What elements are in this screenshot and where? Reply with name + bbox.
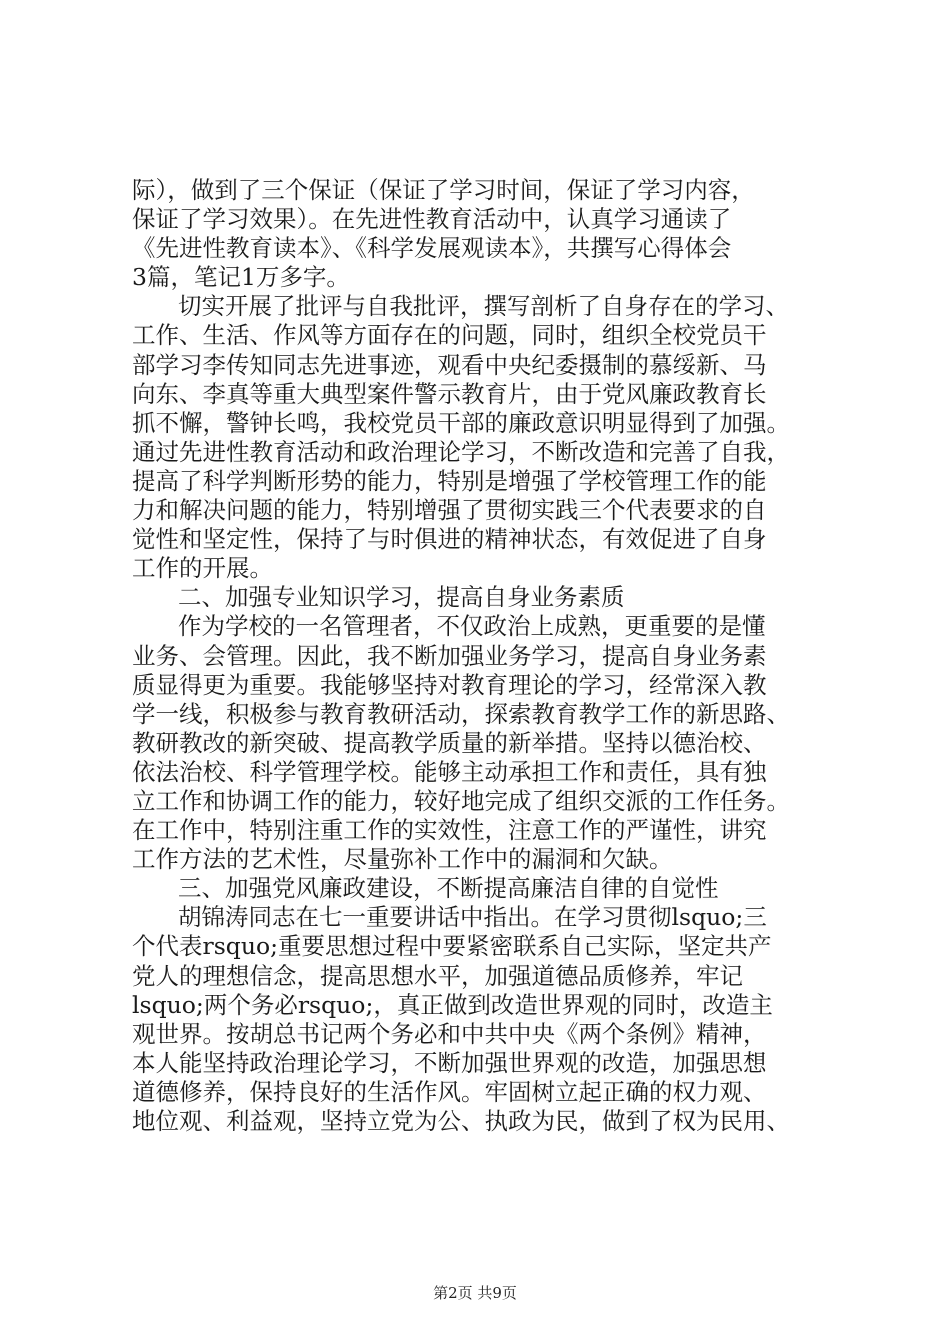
paragraph-start-line: 胡锦涛同志在七一重要讲话中指出。在学习贯彻lsquo;三 <box>178 903 767 932</box>
text-line: 质显得更为重要。我能够坚持对教育理论的学习，经常深入教 <box>132 670 767 699</box>
section-heading: 三、加强党风廉政建设，不断提高廉洁自律的自觉性 <box>178 874 719 903</box>
text-line: lsquo;两个务必rsquo;，真正做到改造世界观的同时，改造主 <box>132 990 773 1019</box>
text-line: 保证了学习效果）。在先进性教育活动中，认真学习通读了 <box>132 205 732 234</box>
page-number-footer: 第2页 共9页 <box>433 1284 517 1302</box>
text-line: 工作的开展。 <box>132 554 273 583</box>
text-line: 通过先进性教育活动和政治理论学习，不断改造和完善了自我， <box>132 437 790 466</box>
section-heading: 二、加强专业知识学习，提高自身业务素质 <box>178 583 625 612</box>
text-line: 抓不懈，警钟长鸣，我校党员干部的廉政意识明显得到了加强。 <box>132 408 790 437</box>
text-line: 工作、生活、作风等方面存在的问题，同时，组织全校党员干 <box>132 321 767 350</box>
text-line: 提高了科学判断形势的能力，特别是增强了学校管理工作的能 <box>132 466 767 495</box>
text-line: 党人的理想信念，提高思想水平，加强道德品质修养，牢记 <box>132 961 743 990</box>
text-line: 依法治校、科学管理学校。能够主动承担工作和责任，具有独 <box>132 757 767 786</box>
text-line: 立工作和协调工作的能力，较好地完成了组织交派的工作任务。 <box>132 786 790 815</box>
text-line: 力和解决问题的能力，特别增强了贯彻实践三个代表要求的自 <box>132 496 767 525</box>
paragraph-start-line: 作为学校的一名管理者，不仅政治上成熟，更重要的是懂 <box>178 612 766 641</box>
text-line: 向东、李真等重大典型案件警示教育片，由于党风廉政教育长 <box>132 379 767 408</box>
text-line: 觉性和坚定性，保持了与时俱进的精神状态，有效促进了自身 <box>132 525 767 554</box>
paragraph-start-line: 切实开展了批评与自我批评，撰写剖析了自身存在的学习、 <box>178 292 789 321</box>
text-line: 地位观、利益观，坚持立党为公、执政为民，做到了权为民用、 <box>132 1107 790 1135</box>
text-line: 3篇，笔记1万多字。 <box>132 263 350 292</box>
text-line: 学一线，积极参与教育教研活动，探索教育教学工作的新思路、 <box>132 699 790 728</box>
text-line: 际），做到了三个保证（保证了学习时间，保证了学习内容， <box>132 176 755 204</box>
document-body <box>132 176 832 1136</box>
text-line: 《先进性教育读本》、《科学发展观读本》，共撰写心得体会 <box>132 234 732 263</box>
text-line: 业务、会管理。因此，我不断加强业务学习，提高自身业务素 <box>132 641 767 670</box>
text-line: 在工作中，特别注重工作的实效性，注意工作的严谨性，讲究 <box>132 816 767 845</box>
text-line: 工作方法的艺术性，尽量弥补工作中的漏洞和欠缺。 <box>132 845 673 874</box>
text-line: 本人能坚持政治理论学习，不断加强世界观的改造，加强思想 <box>132 1048 767 1077</box>
text-line: 个代表rsquo;重要思想过程中要紧密联系自己实际，坚定共产 <box>132 932 772 961</box>
text-line: 观世界。按胡总书记两个务必和中共中央《两个条例》精神， <box>132 1019 767 1048</box>
text-line: 教研教改的新突破、提高教学质量的新举措。坚持以德治校、 <box>132 728 767 757</box>
text-line: 部学习李传知同志先进事迹，观看中央纪委摄制的慕绥新、马 <box>132 350 767 379</box>
text-line: 道德修养，保持良好的生活作风。牢固树立起正确的权力观、 <box>132 1077 767 1106</box>
